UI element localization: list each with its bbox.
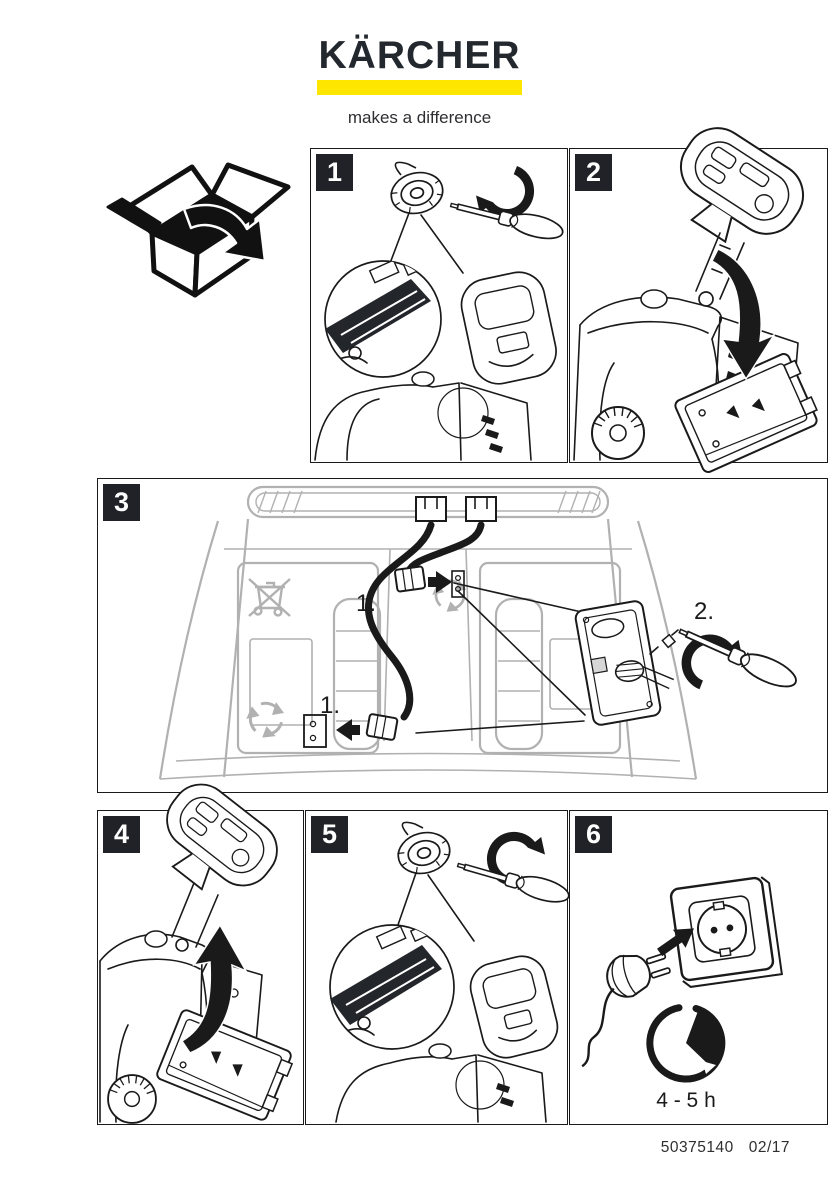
step-panel-1 — [310, 148, 568, 463]
insert-connector-arrow-icon — [336, 719, 360, 741]
brand-yellow-bar-icon — [317, 80, 522, 95]
step-number-badge: 3 — [103, 484, 140, 521]
step-3-illustration — [98, 479, 827, 792]
step-panel-6 — [569, 810, 828, 1125]
charge-time-label: 4 - 5 h — [656, 1089, 716, 1112]
step-number-badge: 4 — [103, 816, 140, 853]
cable-plug — [395, 566, 426, 592]
substep-label-1: 1. — [356, 590, 377, 617]
step-panel-5 — [305, 810, 568, 1125]
insert-connector-arrow-icon — [428, 571, 452, 593]
revision-date: 02/17 — [748, 1139, 790, 1156]
step-1-illustration — [311, 149, 567, 462]
cable-plug — [366, 714, 397, 741]
machine-body-sketch — [315, 372, 531, 460]
screw-icon — [650, 630, 678, 654]
footer — [661, 1139, 790, 1157]
open-box-unpack-arrow-icon — [100, 145, 300, 303]
step-5-illustration — [306, 811, 567, 1124]
flap-open-arrow-icon — [712, 249, 774, 379]
substep-label-1b: 1. — [320, 692, 341, 719]
part-number: 50375140 — [660, 1139, 734, 1156]
step-4-illustration — [98, 811, 303, 1124]
brand-tagline: makes a difference — [347, 108, 492, 127]
logo-block — [0, 36, 839, 128]
step-panel-4 — [97, 810, 304, 1125]
step-number-badge: 5 — [311, 816, 348, 853]
power-plug-icon — [553, 943, 689, 1066]
step-6-illustration — [570, 811, 827, 1124]
substep-label-2: 2. — [694, 598, 715, 625]
charging-duration-clock-icon — [650, 1008, 722, 1079]
step-number-badge: 2 — [575, 154, 612, 191]
latch-detail — [457, 267, 561, 388]
step-number-badge: 6 — [575, 816, 612, 853]
step-panel-3 — [97, 478, 828, 793]
latch-detail — [466, 951, 563, 1063]
step-number-badge: 1 — [316, 154, 353, 191]
unpacking-illustration — [100, 145, 300, 308]
brand-wordmark: KÄRCHER — [318, 34, 521, 77]
step-panel-2 — [569, 148, 828, 463]
step-2-illustration — [570, 149, 827, 462]
